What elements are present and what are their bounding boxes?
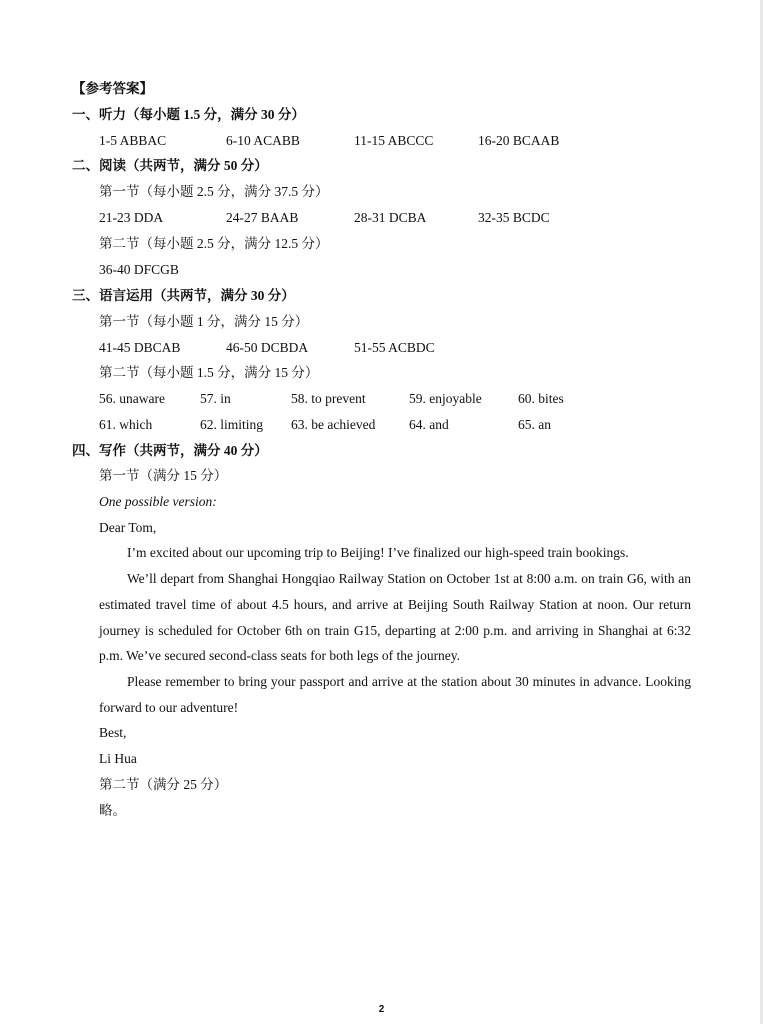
language-part1-title: 第一节（每小题 1 分，满分 15 分） [99,314,309,329]
answer-group: 51-55 ACBDC [354,340,435,355]
letter-paragraph-3 [99,669,691,721]
letter-paragraph-2 [99,566,691,669]
letter-greeting: Dear Tom, [99,520,157,535]
cloze-answer: 56. unaware [99,391,165,406]
answer-group: 28-31 DCBA [354,210,427,225]
letter-paragraph-3-text: Please remember to bring your passport and arrive at the station about 30 minutes in advance. Looking forward to our adventure! [99,674,691,715]
answer-group: 32-35 BCDC [478,210,550,225]
answer-group: 36-40 DFCGB [99,262,179,277]
cloze-answer: 63. be achieved [291,417,376,432]
section-reading-title: 二、阅读（共两节，满分 50 分） [72,158,268,173]
answer-group: 1-5 ABBAC [99,133,167,148]
section-writing-title: 四、写作（共两节，满分 40 分） [72,443,268,458]
answer-group: 11-15 ABCCC [354,133,434,148]
version-label: One possible version: [99,494,217,509]
section-listening-title: 一、听力（每小题 1.5 分，满分 30 分） [72,107,305,122]
letter-paragraph-1-text: I’m excited about our upcoming trip to Beijing! I’ve finalized our high-speed train bookings. [127,545,629,560]
answer-group: 21-23 DDA [99,210,164,225]
page-number: 2 [378,1004,385,1015]
letter-paragraph-2-text: We’ll depart from Shanghai Hongqiao Railway Station on October 1st at 8:00 a.m. on train G6, with an estimated travel time of about 4.5 hours, and arrive at Beijing South Railway Station at noon. Our return journey is scheduled for October 6th on train G15, departing at 2:00 p.m. and arriving in Shanghai at 6:32 p.m. We’ve secured second-class seats for both legs of the journey. [99,571,691,664]
answer-group: 16-20 BCAAB [478,133,560,148]
answer-group: 41-45 DBCAB [99,340,181,355]
writing-part2-body: 略。 [99,803,126,818]
letter-paragraph-1 [99,540,691,566]
answer-group: 46-50 DCBDA [226,340,309,355]
cloze-answer: 64. and [409,417,449,432]
language-part2-title: 第二节（每小题 1.5 分，满分 15 分） [99,365,319,380]
reading-part1-title: 第一节（每小题 2.5 分，满分 37.5 分） [99,184,329,199]
letter-signature: Li Hua [99,751,137,766]
letter-closing: Best, [99,725,127,740]
answer-key-header: 【参考答案】 [72,81,153,96]
reading-part2-title: 第二节（每小题 2.5 分，满分 12.5 分） [99,236,329,251]
answer-group: 6-10 ACABB [226,133,300,148]
cloze-answer: 62. limiting [200,417,264,432]
section-language-use-title: 三、语言运用（共两节，满分 30 分） [72,288,295,303]
writing-part2-title: 第二节（满分 25 分） [99,777,228,792]
cloze-answer: 65. an [518,417,551,432]
cloze-answer: 59. enjoyable [409,391,482,406]
cloze-answer: 57. in [200,391,231,406]
cloze-answer: 60. bites [518,391,564,406]
writing-part1-title: 第一节（满分 15 分） [99,468,228,483]
answer-group: 24-27 BAAB [226,210,299,225]
cloze-answer: 58. to prevent [291,391,366,406]
cloze-answer: 61. which [99,417,153,432]
